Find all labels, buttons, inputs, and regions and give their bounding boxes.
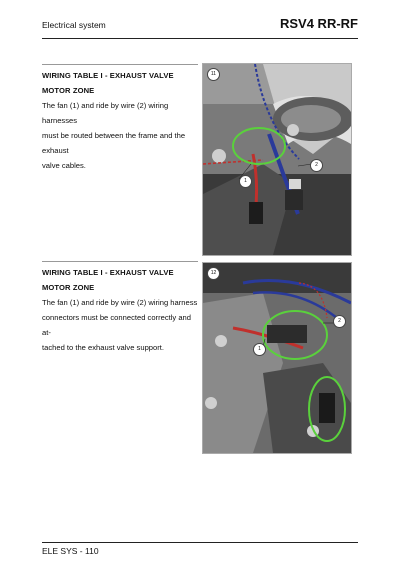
header-rule xyxy=(42,38,358,39)
photo-2-illustration xyxy=(203,263,351,453)
section-1-line: must be routed between the frame and the exhaust xyxy=(42,131,186,155)
section-2-line: The fan (1) and ride by wire (2) wiring harness xyxy=(42,298,198,307)
footer-rule xyxy=(42,542,358,543)
footer-page-label: ELE SYS - 110 xyxy=(42,546,99,556)
callout-2: 2 xyxy=(333,315,346,328)
section-1-line: valve cables. xyxy=(42,161,86,170)
section-1-body xyxy=(42,98,198,173)
section-2 xyxy=(42,261,198,355)
photo-2 xyxy=(202,262,352,454)
callout-1: 1 xyxy=(253,343,266,356)
section-1 xyxy=(42,64,198,173)
section-2-line: connectors must be connected correctly and at- xyxy=(42,313,192,337)
header-model: RSV4 RR-RF xyxy=(279,16,358,31)
figure-number-2: 12 xyxy=(207,267,220,280)
callout-1: 1 xyxy=(239,175,252,188)
section-2-body xyxy=(42,295,198,355)
callout-2: 2 xyxy=(310,159,323,172)
section-1-rule xyxy=(42,64,198,65)
photo-1-illustration xyxy=(203,64,351,255)
section-2-line: tached to the exhaust valve support. xyxy=(42,343,165,352)
section-1-line: The fan (1) and ride by wire (2) wiring harnesses xyxy=(42,101,169,125)
section-2-rule xyxy=(42,261,198,262)
photo-1 xyxy=(202,63,352,256)
header-section-name: Electrical system xyxy=(42,20,106,30)
section-1-title: WIRING TABLE I - EXHAUST VALVE MOTOR ZONE xyxy=(42,71,174,95)
figure-number-1: 11 xyxy=(207,68,220,81)
section-2-title: WIRING TABLE I - EXHAUST VALVE MOTOR ZONE xyxy=(42,268,174,292)
